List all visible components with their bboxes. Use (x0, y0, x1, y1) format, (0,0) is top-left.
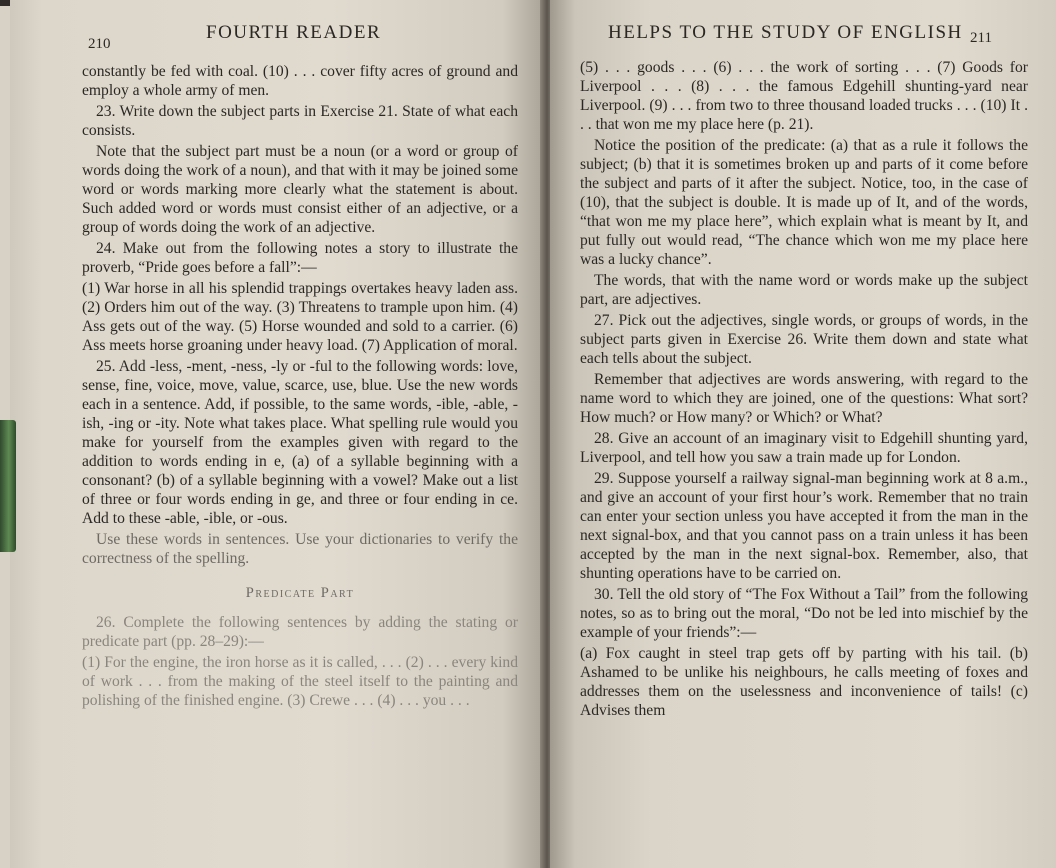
right-paragraph: 30. Tell the old story of “The Fox Without a Tail” from the following notes, so as to bring out the moral, “Do not be led into mischief by the example of your friends”:— (580, 586, 1028, 641)
right-page-number: 211 (970, 30, 992, 46)
left-paragraph: constantly be fed with coal. (10) . . . cover fifty acres of ground and employ a whole army of men. (82, 63, 518, 99)
left-paragraph: 26. Complete the following sentences by adding the stating or predicate part (pp. 28–29):— (82, 614, 518, 650)
section-title: Predicate Part (245, 585, 355, 601)
left-paragraph: 23. Write down the subject parts in Exercise 21. State of what each consists. (82, 103, 518, 139)
left-paragraph: (1) For the engine, the iron horse as it is called, . . . (2) . . . every kind of work . . . from the making of the steel itself to the painting and polishing of the finished engine. (3) Crewe . . . (4) . . . you . . . (82, 654, 518, 709)
left-paragraph: (1) War horse in all his splendid trappings overtakes heavy laden ass. (2) Orders him out of the way. (3) Threatens to trample upon him. (4) Ass gets out of the way. (5) Horse wounded and sold to a carrier. (6) Ass meets horse groaning under heavy load. (7) Application of moral. (82, 280, 518, 354)
right-page (550, 0, 1056, 868)
right-running-head: HELPS TO THE STUDY OF ENGLISH (608, 22, 963, 43)
bookmark-ribbon (0, 420, 16, 552)
right-paragraph: 29. Suppose yourself a railway signal-man beginning work at 8 a.m., and give an account of your first hour’s work. Remember that no train can enter your section unless you have accepted it from the man in the next signal-box, and that you cannot pass on a train unless it has been accepted by the man in the next signal-box. Remember, also, that shunting operations have to be carried on. (580, 470, 1028, 582)
left-paragraph: 25. Add -less, -ment, -ness, -ly or -ful to the following words: love, sense, fine, voice, move, value, scarce, use, blue. Use the new words each in a sentence. Add, if possible, to the same words, -ible, -able, -ish, -ing or -ity. Note what takes place. What spelling rule would you make for yourself from the examples given with regard to the addition to words ending in e, (a) of a syllable beginning with a consonant? (b) of a syllable beginning with a vowel? Make out a list of three or four words ending in ge, and three or four ending in ce. Add to these -able, -ible, or -ous. (82, 358, 518, 527)
left-page-body (82, 62, 518, 712)
left-running-head: FOURTH READER (206, 22, 382, 43)
right-paragraph: 28. Give an account of an imaginary visit to Edgehill shunting yard, Liverpool, and tell how you saw a train made up for London. (580, 430, 1028, 466)
left-paragraph: Use these words in sentences. Use your dictionaries to verify the correctness of the spelling. (82, 531, 518, 567)
right-paragraph: Notice the position of the predicate: (a) that as a rule it follows the subject; (b) that it is sometimes broken up and parts of it come before the subject and parts of it after the subject. Notice, too, in the case of (10), that the subject is double. It is made up of It, and of the words, “that won me my place here”, which explain what is meant by It, and put fully out would read, “The chance which won me my place here was a lucky chance”. (580, 137, 1028, 268)
right-page-body (580, 58, 1028, 722)
right-paragraph: (a) Fox caught in steel trap gets off by parting with his tail. (b) Ashamed to be unlike his neighbours, he calls meeting of foxes and addresses them on the uselessness and inconvenience of tails! (c) Advises them (580, 645, 1028, 719)
right-paragraph: Remember that adjectives are words answering, with regard to the name word to which they are joined, one of the questions: What sort? How much? or How many? or Which? or What? (580, 371, 1028, 426)
left-paragraph: Note that the subject part must be a noun (or a word or group of words doing the work of a noun), and that with it may be joined some word or words marking more clearly what the statement is about. Such added word or words must consist either of an adjective, or a group of words doing the work of an adjective. (82, 143, 518, 236)
left-page-number: 210 (88, 36, 111, 52)
right-paragraph: 27. Pick out the adjectives, single words, or groups of words, in the subject parts given in Exercise 26. Write them down and state what each tells about the subject. (580, 312, 1028, 367)
left-page (10, 0, 545, 868)
right-paragraph: (5) . . . goods . . . (6) . . . the work of sorting . . . (7) Goods for Liverpool . . . (8) . . . the famous Edgehill shunting-yard near Liverpool. (9) . . . from two to three thousand loaded trucks . . . (10) It . . . that won me my place here (p. 21). (580, 59, 1028, 133)
left-paragraph: 24. Make out from the following notes a story to illustrate the proverb, “Pride goes before a fall”:— (82, 240, 518, 276)
right-paragraph: The words, that with the name word or words make up the subject part, are adjectives. (580, 272, 1028, 308)
